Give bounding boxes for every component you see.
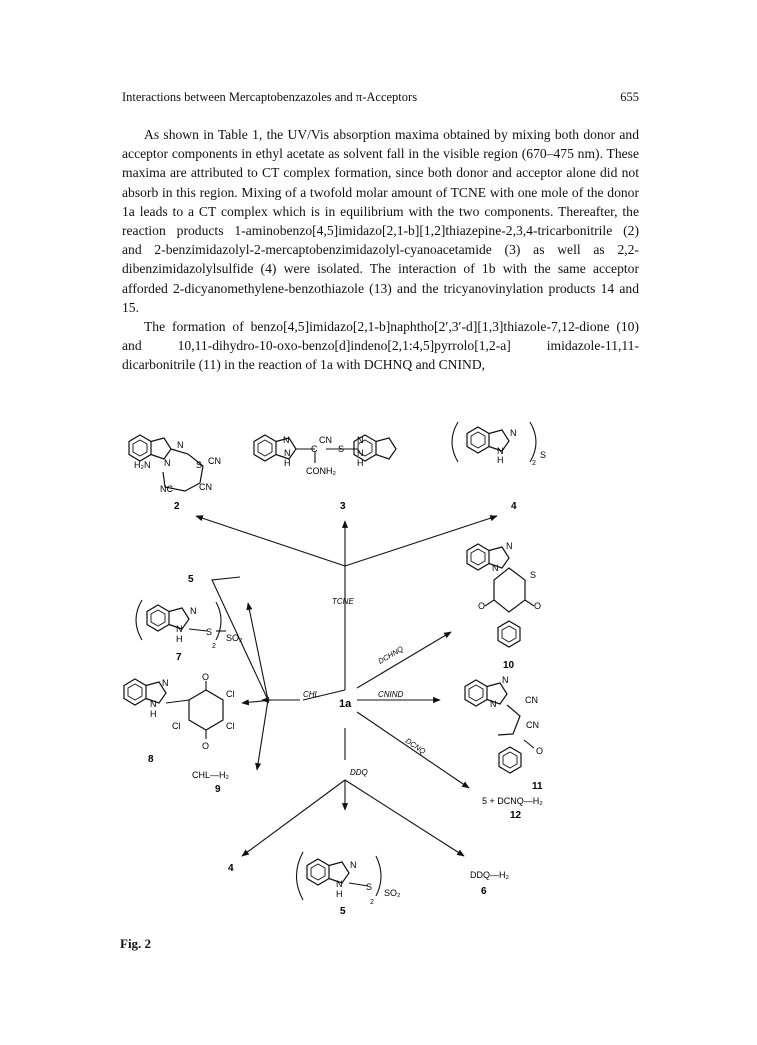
svg-text:N: N (190, 606, 197, 616)
label-chl: CHL (303, 690, 320, 699)
svg-text:N: N (490, 699, 497, 709)
label-ddq: DDQ (350, 768, 368, 777)
svg-text:O: O (202, 672, 210, 682)
svg-text:N: N (350, 860, 357, 870)
compound-number-11: 11 (532, 781, 543, 792)
svg-text:2: 2 (532, 460, 536, 467)
label-dcnq: DCNQ (403, 736, 428, 757)
svg-text:N: N (284, 448, 291, 458)
svg-text:Cl: Cl (226, 689, 235, 699)
compound-number-4-bottom: 4 (228, 863, 234, 874)
svg-text:O: O (534, 601, 542, 611)
structure-3 (254, 435, 396, 512)
amino-group: H₂N (134, 460, 151, 470)
svg-text:N: N (492, 563, 499, 573)
svg-text:N: N (506, 541, 513, 551)
ddq-h2: DDQ—H₂ (470, 870, 509, 880)
svg-text:S: S (530, 570, 537, 580)
label-dchnq: DCHNQ (376, 644, 405, 666)
svg-text:N: N (162, 678, 169, 688)
svg-text:CN: CN (199, 482, 212, 492)
svg-text:N: N (177, 440, 184, 450)
compound-number-2: 2 (174, 501, 180, 512)
svg-text:SO₂: SO₂ (226, 633, 243, 643)
svg-text:S: S (206, 627, 213, 637)
svg-text:N: N (357, 448, 364, 458)
svg-text:Cl: Cl (172, 721, 181, 731)
svg-text:NC: NC (160, 484, 173, 494)
compound-number-5-left: 5 (188, 574, 194, 585)
structure-7 (136, 600, 243, 663)
svg-text:N: N (497, 446, 504, 456)
svg-text:C: C (311, 444, 318, 454)
svg-text:CN: CN (525, 695, 538, 705)
svg-text:Cl: Cl (226, 721, 235, 731)
center-compound: 1a (339, 698, 352, 710)
svg-text:N: N (510, 428, 517, 438)
svg-text:N: N (283, 435, 290, 445)
svg-text:O: O (478, 601, 486, 611)
structure-10 (467, 541, 541, 671)
compound-number-12: 12 (510, 810, 522, 821)
svg-text:N: N (502, 675, 509, 685)
compound-number-10: 10 (503, 660, 515, 671)
compound-number-4-top: 4 (511, 501, 517, 512)
chl-h2: CHL—H₂ (192, 770, 229, 780)
svg-text:CN: CN (208, 456, 221, 466)
page-number: 655 (620, 90, 639, 104)
svg-text:N: N (164, 458, 171, 468)
structure-5-bottom (297, 852, 402, 917)
svg-text:N: N (336, 879, 343, 889)
svg-text:S: S (196, 460, 203, 470)
svg-text:2: 2 (212, 643, 216, 650)
figure-caption: Fig. 2 (120, 936, 152, 951)
structure-4-top (452, 422, 546, 512)
svg-text:H: H (497, 455, 504, 465)
svg-text:CN: CN (319, 435, 332, 445)
compound-number-9: 9 (215, 784, 221, 795)
svg-text:N: N (176, 624, 183, 634)
label-cnind: CNIND (378, 690, 404, 699)
svg-text:CN: CN (526, 720, 539, 730)
svg-text:H: H (357, 458, 364, 468)
structure-8 (124, 672, 235, 765)
svg-text:O: O (202, 741, 210, 751)
dcnq-product: 5 + DCNQ—H₂ (482, 796, 543, 806)
compound-number-7: 7 (176, 652, 182, 663)
compound-number-8: 8 (148, 754, 154, 765)
structure-11 (465, 675, 543, 792)
reaction-arrows (196, 516, 497, 856)
svg-text:H: H (150, 709, 157, 719)
paragraph-1: As shown in Table 1, the UV/Vis absorption maxima obtained by mixing both donor and acceptor components in ethyl acetate as solvent fall in the visible region (670–475 nm). These maxima are attributed to CT complex formation, since both donor and acceptor alone did not absorb in this region. Mixing of a twofold molar amount of TCNE with one mole of the donor 1a leads to a CT complex which is in equilibrium with the two components. Thereafter, the reaction products 1-aminobenzo[4,5]imidazo[2,1-b][1,2]thiazepine-2,3,4-tricarbonitrile (2) and 2-benzimidazolyl-2-mercaptobenzimidazolyl-cyanoacetamide (3) as well as 2,2-dibenzimidazolylsulfide (4) were isolated. The interaction of 1b with the same acceptor afforded 2-dicyanomethylene-benzothiazole (13) and the tricyanovinylation products 14 and 15. (122, 127, 639, 315)
svg-text:N: N (150, 699, 157, 709)
svg-text:SO₂: SO₂ (384, 888, 401, 898)
svg-text:S: S (366, 882, 373, 892)
amide-group: CONH₂ (306, 466, 336, 476)
svg-text:O: O (536, 746, 544, 756)
svg-text:H: H (284, 458, 291, 468)
svg-text:H: H (176, 634, 183, 644)
compound-number-3: 3 (340, 501, 346, 512)
svg-text:H: H (336, 889, 343, 899)
compound-number-6: 6 (481, 886, 487, 897)
structure-2 (129, 435, 221, 512)
running-title: Interactions between Mercaptobenzazoles and π-Acceptors (122, 90, 418, 104)
compound-number-5-bottom: 5 (340, 906, 346, 917)
svg-text:S: S (338, 444, 345, 454)
label-tcne: TCNE (332, 597, 354, 606)
svg-text:2: 2 (370, 899, 374, 906)
svg-text:S: S (540, 450, 547, 460)
paragraph-2: The formation of benzo[4,5]imidazo[2,1-b]naphtho[2′,3′-d][1,3]thiazole-7,12-dione (10) and 10,11-dihydro-10-oxo-benzo[d]indeno[2,1:4,5]pyrrolo[1,2-a] imidazole-11,11-dicarbonitrile (11) in the reaction of 1a with DCHNQ and CNIND, (122, 319, 639, 373)
svg-text:N: N (357, 435, 364, 445)
